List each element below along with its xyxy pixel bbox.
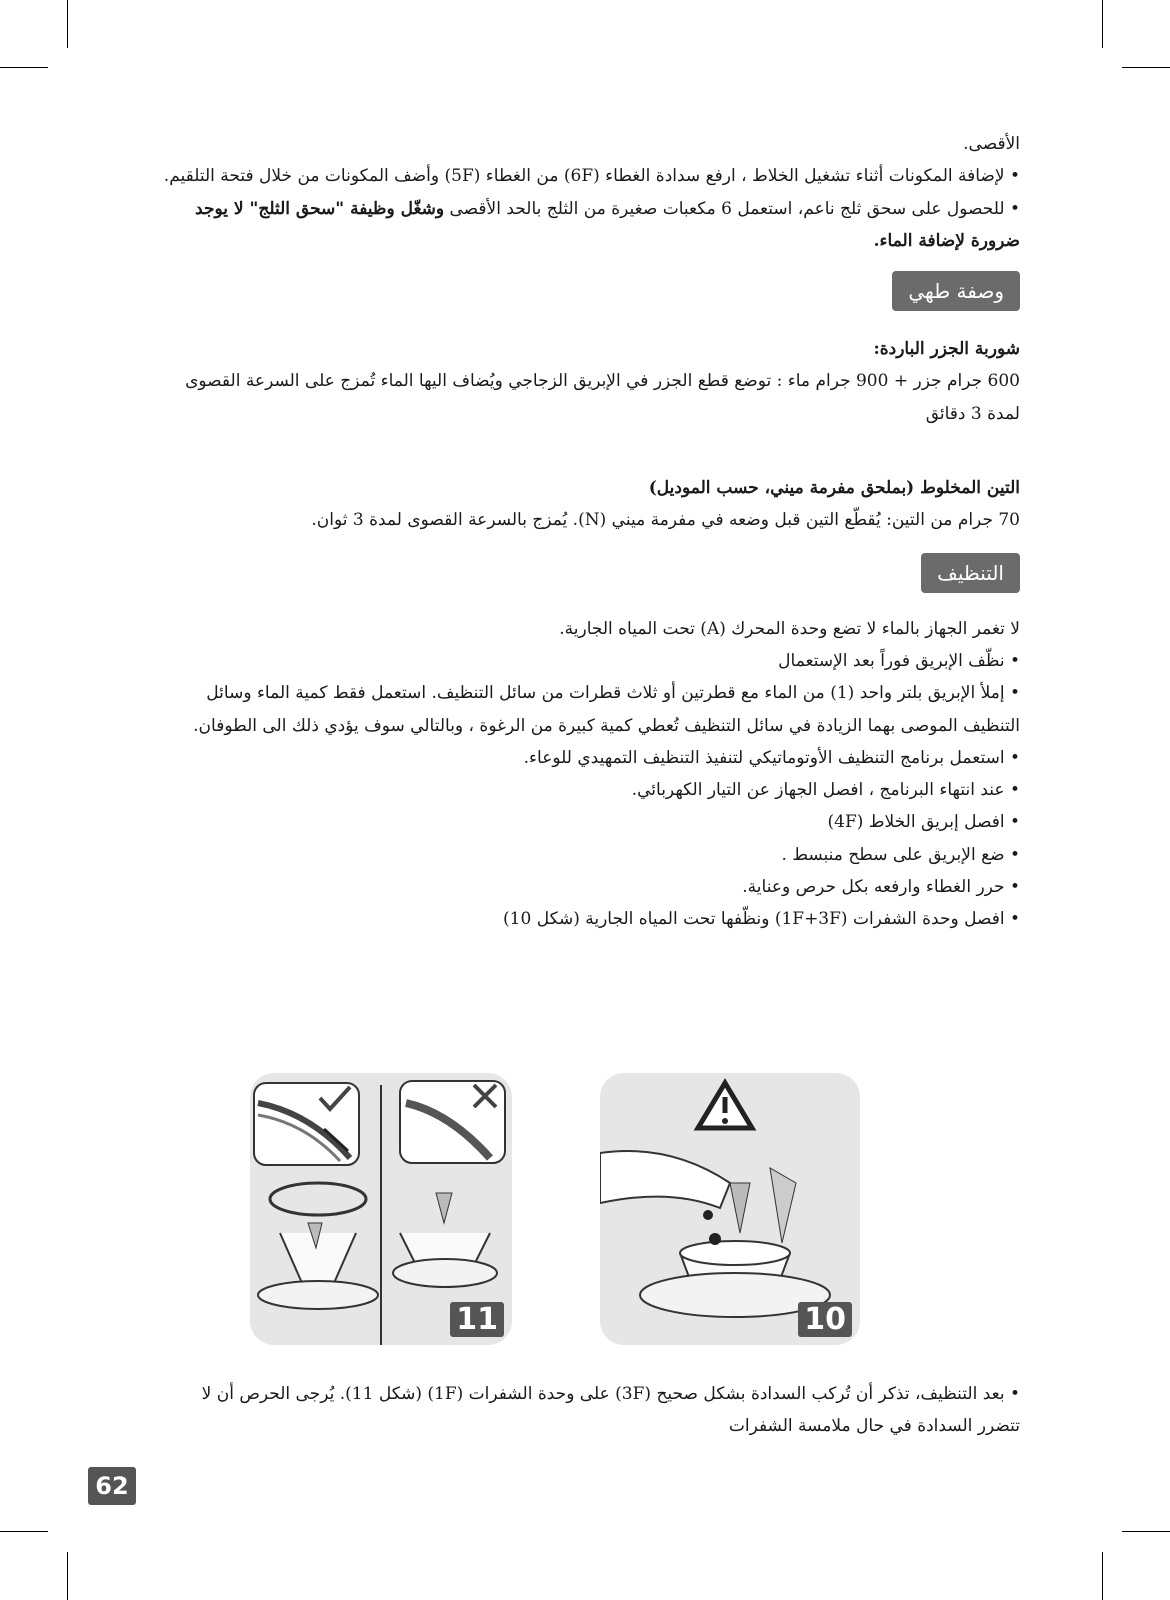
crop-mark [1102, 1552, 1103, 1600]
intro-line: الأقصى. [963, 134, 1020, 154]
crop-mark [0, 1531, 48, 1532]
crop-mark [1122, 67, 1170, 68]
ice-crush-text: للحصول على سحق ثلج ناعم، استعمل 6 مكعبات صغيرة من الثلج بالحد الأقصى [444, 198, 1005, 219]
after-cleaning-note: • بعد التنظيف، تذكر أن تُركب السدادة بشكل صحيح (3F) على وحدة الشفرات (1F) (شكل 11). يُرجى الحرص أن لا تتضرر السدادة في حال ملامسة الشفرات [160, 1378, 1020, 1443]
recipe-header: وصفة طهي [892, 271, 1020, 311]
bullet-add-ingredients: • لإضافة المكونات أثناء تشغيل الخلاط ، ارفع سدادة الغطاء (6F) من الغطاء (5F) وأضف المكونات من خلال فتحة التلقيم. [160, 160, 1020, 192]
crop-mark [67, 1552, 68, 1600]
crop-mark [67, 0, 68, 48]
page-content [160, 128, 1020, 936]
cleaning-bullet: • ضع الإبريق على سطح منبسط . [160, 839, 1020, 871]
figure-10-label: 10 [798, 1302, 852, 1337]
fig-recipe-title: التين المخلوط (بملحق مفرمة ميني، حسب الموديل) [648, 478, 1020, 499]
crop-mark [1122, 1531, 1170, 1532]
figure-10 [600, 1073, 860, 1345]
fig-recipe-text: 70 جرام من التين: يُقطّع التين قبل وضعه في مفرمة ميني (N). يُمزج بالسرعة القصوى لمدة 3 ثوان. [311, 510, 1020, 531]
cleaning-bullet: • افصل وحدة الشفرات (1F+3F) ونظّفها تحت المياه الجارية (شكل 10) [160, 903, 1020, 935]
soup-title: شوربة الجزر الباردة: [873, 339, 1020, 360]
cleaning-bullet: • إملأ الإبريق بلتر واحد (1) من الماء مع قطرتين أو ثلاث قطرات من سائل التنظيف. استعمل فقط كمية الماء وسائل التنظيف الموصى بهما الزيادة في سائل التنظيف تُعطي كمية كبيرة من الرغوة ، وبالتالي سوف يؤدي ذلك الى الطوفان. [160, 677, 1020, 742]
cleaning-intro: لا تغمر الجهاز بالماء لا تضع وحدة المحرك (A) تحت المياه الجارية. [559, 618, 1020, 639]
ice-crush-bold: وشغّل وظيفة "سحق الثلج" لا يوجد ضرورة لإضافة الماء. [195, 198, 1020, 251]
soup-text: 600 جرام جزر + 900 جرام ماء : توضع قطع الجزر في الإبريق الزجاجي ويُضاف اليها الماء تُمزج على السرعة القصوى لمدة 3 دقائق [185, 371, 1020, 424]
cleaning-bullet: • نظّف الإبريق فوراً بعد الإستعمال [160, 645, 1020, 677]
cleaning-bullet: • عند انتهاء البرنامج ، افصل الجهاز عن التيار الكهربائي. [160, 774, 1020, 806]
bullet-ice-crush [160, 193, 1020, 258]
cleaning-bullet: • افصل إبريق الخلاط (4F) [160, 806, 1020, 838]
cleaning-bullet: • استعمل برنامج التنظيف الأوتوماتيكي لتنفيذ التنظيف التمهيدي للوعاء. [160, 742, 1020, 774]
cleaning-bullet: • حرر الغطاء وارفعه بكل حرص وعناية. [160, 871, 1020, 903]
figure-11 [250, 1073, 512, 1345]
cleaning-header: التنظيف [921, 553, 1020, 593]
figure-11-label: 11 [450, 1302, 504, 1337]
page-number: 62 [88, 1467, 136, 1505]
figures-area [250, 1073, 880, 1345]
crop-mark [0, 67, 48, 68]
crop-mark [1102, 0, 1103, 48]
